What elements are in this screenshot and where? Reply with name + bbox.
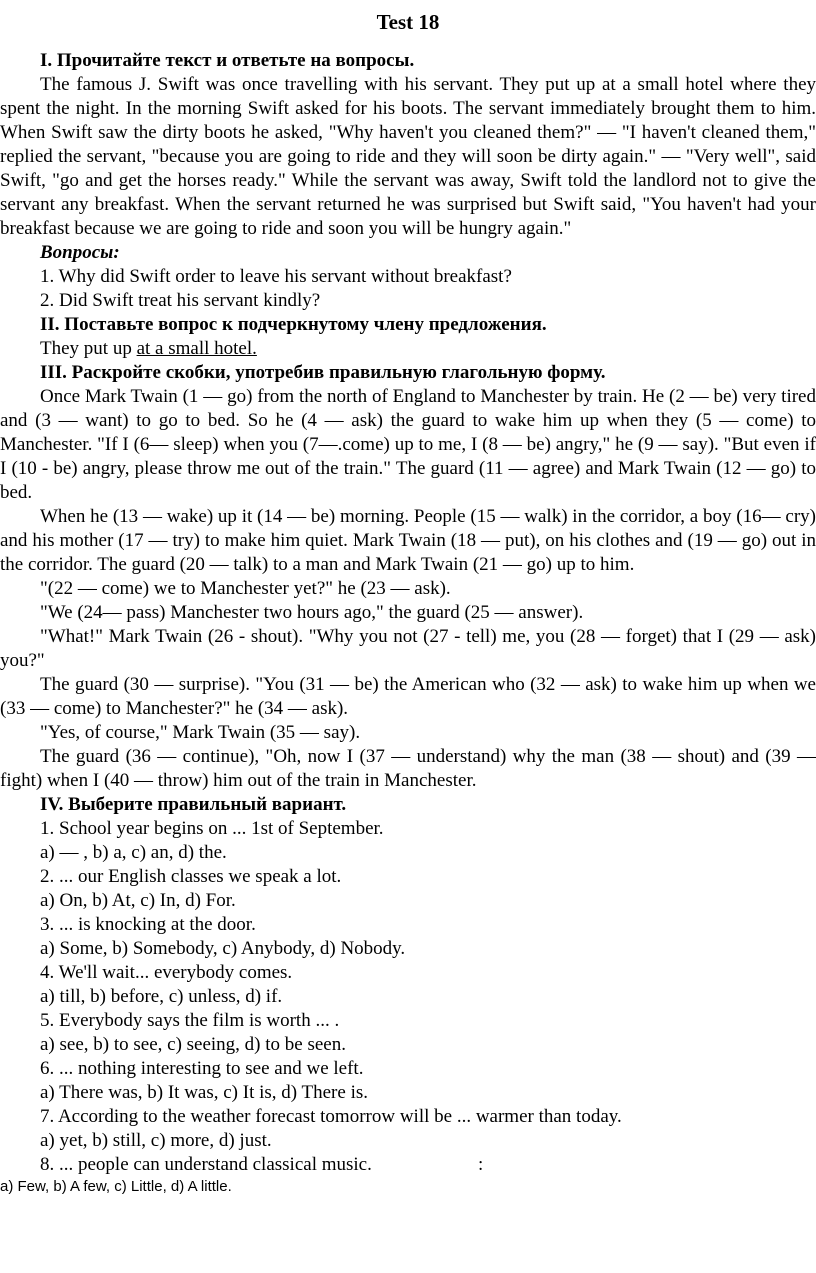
story-paragraph-1: Once Mark Twain (1 — go) from the north of England to Manchester by train. He (2 — be) very tired and (3 — want) to go to bed. So he (4 — ask) the guard to wake him up when they (5 — come) to Manchester. "If I (6— sleep) when you (7—.come) up to me, I (8 — be) angry," he (9 — say). "But even if I (10 - be) angry, please throw me out of the train." The guard (11 — agree) and Mark Twain (12 — go) to bed. (0, 386, 816, 503)
item-1-question: 1. School year begins on ... 1st of September. (40, 818, 384, 839)
question-2: 2. Did Swift treat his servant kindly? (40, 290, 321, 311)
item-8-question: 8. ... people can understand classical music. (40, 1154, 372, 1175)
item-6-options: a) There was, b) It was, c) It is, d) There is. (40, 1082, 368, 1103)
reading-text: The famous J. Swift was once travelling with his servant. They put up at a small hotel where they spent the night. In the morning Swift asked for his boots. The servant immediately brought them to him. When Swift saw the dirty boots he asked, "Why haven't you cleaned them?" — "I haven't cleaned them," replied the servant, "because you are going to ride and they will soon be dirty again." — "Very well", said Swift, "go and get the horses ready." While the servant was away, Swift told the landlord not to give the servant any breakfast. When the servant returned he was surprised but Swift said, "You haven't had your breakfast because we are going to ride and soon you will be hungry again." (0, 74, 816, 239)
underlined-member: at a small hotel. (136, 338, 257, 359)
item-4-question: 4. We'll wait... everybody comes. (40, 962, 293, 983)
story-paragraph-7: "Yes, of course," Mark Twain (35 — say). (40, 722, 361, 743)
item-3-question: 3. ... is knocking at the door. (40, 914, 256, 935)
item-8-question-row (0, 1153, 816, 1177)
story-paragraph-4: "We (24— pass) Manchester two hours ago," the guard (25 — answer). (40, 602, 584, 623)
item-2-question: 2. ... our English classes we speak a lot. (40, 866, 342, 887)
story-paragraph-6: The guard (30 — surprise). "You (31 — be) the American who (32 — ask) to wake him up when we (33 — come) to Manchester?" he (34 — ask). (0, 674, 816, 719)
story-paragraph-3: "(22 — come) we to Manchester yet?" he (23 — ask). (40, 578, 451, 599)
question-1: 1. Why did Swift order to leave his servant without breakfast? (40, 266, 512, 287)
item-2-options: a) On, b) At, c) In, d) For. (40, 890, 236, 911)
story-paragraph-8: The guard (36 — continue), "Oh, now I (37 — understand) why the man (38 — shout) and (39 — fight) when I (40 — throw) him out of the train in Manchester. (0, 746, 816, 791)
item-7-question: 7. According to the weather forecast tomorrow will be ... warmer than today. (40, 1106, 622, 1127)
section-2-sentence (0, 337, 816, 361)
story-paragraph-2: When he (13 — wake) up it (14 — be) morning. People (15 — walk) in the corridor, a boy (16— cry) and his mother (17 — try) to make him quiet. Mark Twain (18 — put), on his clothes and (19 — go) out in the corridor. The guard (20 — talk) to a man and Mark Twain (21 — go) up to him. (0, 506, 816, 575)
section-1-heading: I. Прочитайте текст и ответьте на вопросы. (40, 50, 415, 71)
section-2-heading: II. Поставьте вопрос к подчеркнутому члену предложения. (40, 314, 547, 335)
item-8-options: a) Few, b) A few, c) Little, d) A little. (0, 1178, 232, 1195)
section-3-heading: III. Раскройте скобки, употребив правильную глагольную форму. (40, 362, 606, 383)
item-6-question: 6. ... nothing interesting to see and we left. (40, 1058, 364, 1079)
item-5-options: a) see, b) to see, c) seeing, d) to be seen. (40, 1034, 346, 1055)
page-title: Test 18 (376, 10, 440, 34)
item-1-options: a) — , b) a, c) an, d) the. (40, 842, 227, 863)
item-3-options: a) Some, b) Somebody, c) Anybody, d) Nobody. (40, 938, 406, 959)
questions-label: Вопросы: (40, 242, 120, 263)
section-4-heading: IV. Выберите правильный вариант. (40, 794, 347, 815)
sentence-start: They put up (40, 338, 137, 359)
stray-colon: : (478, 1154, 484, 1175)
story-paragraph-5: "What!" Mark Twain (26 - shout). "Why you not (27 - tell) me, you (28 — forget) that I (29 — ask) you?" (0, 626, 816, 671)
item-7-options: a) yet, b) still, c) more, d) just. (40, 1130, 272, 1151)
item-4-options: a) till, b) before, c) unless, d) if. (40, 986, 283, 1007)
item-5-question: 5. Everybody says the film is worth ... . (40, 1010, 340, 1031)
